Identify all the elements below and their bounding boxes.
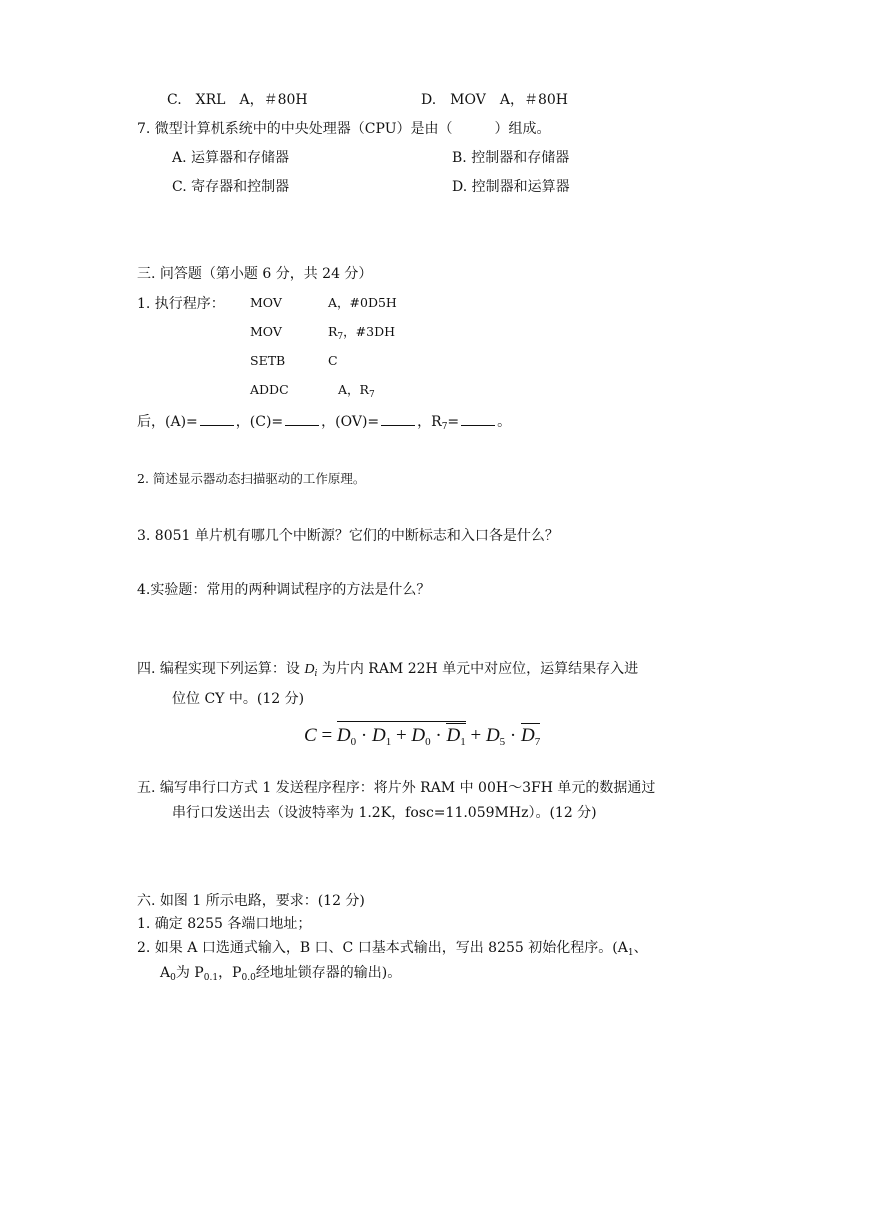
q1-label: 1. 执行程序： [137, 296, 225, 312]
section6-item2-line2: $A_0$为 $P_{0.1}$，$P_{0.0}$经地址锁存器的输出)。 [160, 965, 402, 983]
code-operand-4: A，$R_7$ [338, 382, 375, 400]
q1-result-line: 后，(A)= ，(C)= ，(OV)= ，$R_7=$ 。 [137, 414, 512, 432]
q4-text: 4.实验题：常用的两种调试程序的方法是什么？ [137, 582, 431, 598]
code-operand-2: $R_7$，#3DH [328, 324, 396, 342]
code-op-3: SETB [250, 353, 286, 368]
blank-c[interactable] [285, 413, 319, 426]
section5-line1: 五. 编写串行口方式 1 发送程序程序：将片外 RAM 中 00H～3FH 单元的数据通过 [137, 780, 656, 796]
section6-heading: 六. 如图 1 所示电路，要求：(12 分) [137, 893, 365, 909]
code-op-1: MOV [250, 295, 282, 310]
code-operand-1: A，#0D5H [328, 295, 397, 310]
q6-option-c: C. XRL A，＃80H [167, 92, 308, 108]
q2-text: 2. 简述显示器动态扫描驱动的工作原理。 [137, 471, 366, 486]
q7-stem: 7. 微型计算机系统中的中央处理器（CPU）是由（ ）组成。 [137, 121, 551, 137]
blank-r7[interactable] [461, 413, 495, 426]
q7-option-d: D. 控制器和运算器 [452, 179, 570, 195]
q6-option-d: D. MOV A，＃80H [421, 92, 568, 108]
section4-line2: 位位 CY 中。(12 分) [172, 691, 305, 707]
boolean-formula: $C = D_0 \cdot D_1 + D_0 \cdot D_1 + D_5 \cdot D_7$ [304, 726, 540, 748]
blank-a[interactable] [200, 413, 234, 426]
blank-ov[interactable] [381, 413, 415, 426]
code-op-4: ADDC [250, 382, 289, 397]
section5-line2: 串行口发送出去（设波特率为 1.2K，fosc=11.059MHz）。(12 分) [172, 805, 597, 821]
code-op-2: MOV [250, 324, 282, 339]
q7-option-a: A. 运算器和存储器 [172, 150, 290, 166]
section4-line1: 四. 编程实现下列运算：设 $D_i$ 为片内 RAM 22H 单元中对应位，运算结果存入进 [137, 661, 639, 679]
code-operand-3: C [328, 353, 338, 368]
q7-option-c: C. 寄存器和控制器 [172, 179, 290, 195]
section6-item2-line1: 2. 如果 A 口选通式输入，B 口、C 口基本式输出，写出 8255 初始化程序。($A_1$、 [137, 940, 648, 958]
q3-text: 3. 8051 单片机有哪几个中断源？它们的中断标志和入口各是什么？ [137, 528, 559, 544]
q7-option-b: B. 控制器和存储器 [452, 150, 570, 166]
section3-heading: 三. 问答题（第小题 6 分，共 24 分） [137, 266, 373, 282]
section6-item1: 1. 确定 8255 各端口地址； [137, 916, 312, 932]
